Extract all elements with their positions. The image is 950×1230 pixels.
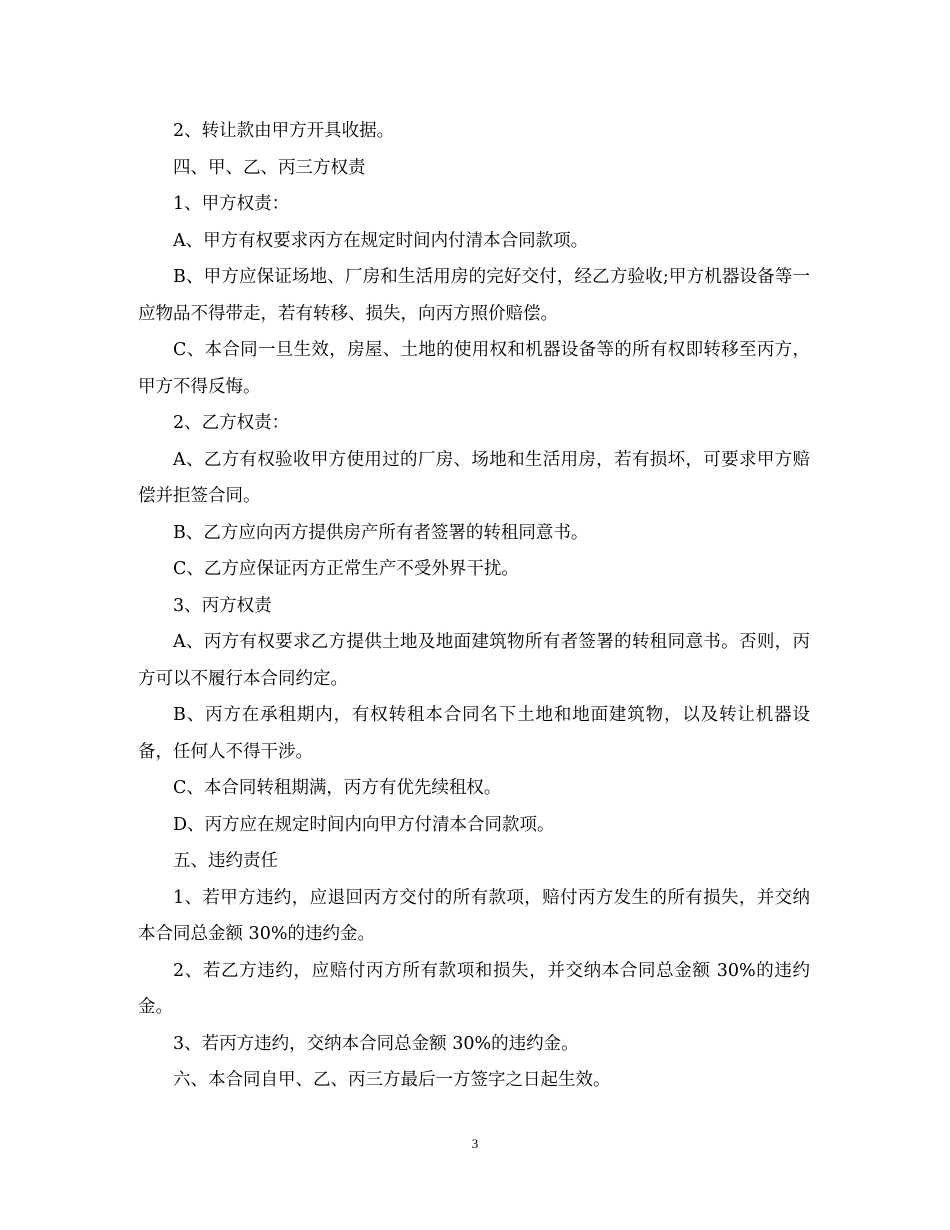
paragraph-breach-party-a: 1、若甲方违约，应退回丙方交付的所有款项，赔付丙方发生的所有损失，并交纳本合同总金额 30%的违约金。	[138, 887, 810, 944]
subheading-party-b: 2、乙方权责：	[173, 413, 290, 433]
paragraph-breach-party-b: 2、若乙方违约，应赔付丙方所有款项和损失，并交纳本合同总金额 30%的违约金。	[138, 960, 810, 1017]
paragraph-party-b-item-c: C、乙方应保证丙方正常生产不受外界干扰。	[173, 559, 519, 579]
paragraph-party-a-item-c: C、本合同一旦生效，房屋、土地的使用权和机器设备等的所有权即转移至丙方，甲方不得反悔。	[138, 340, 810, 397]
paragraph-party-a-item-a: A、甲方有权要求丙方在规定时间内付清本合同款项。	[173, 230, 589, 251]
paragraph-breach-party-c: 3、若丙方违约，交纳本合同总金额 30%的违约金。	[173, 1033, 579, 1054]
paragraph-party-c-item-d: D、丙方应在规定时间内向甲方付清本合同款项。	[173, 814, 555, 835]
section-heading-effective: 六、本合同自甲、乙、丙三方最后一方签字之日起生效。	[173, 1070, 611, 1090]
page-number: 3	[471, 1136, 479, 1151]
paragraph-party-c-item-a: A、丙方有权要求乙方提供土地及地面建筑物所有者签署的转租同意书。否则，丙方可以不履行本合同约定。	[138, 632, 810, 689]
paragraph-receipt: 2、转让款由甲方开具收据。	[173, 121, 395, 141]
paragraph-party-b-item-b: B、乙方应向丙方提供房产所有者签署的转租同意书。	[173, 522, 589, 543]
paragraph-party-b-item-a: A、乙方有权验收甲方使用过的厂房、场地和生活用房，若有损坏，可要求甲方赔偿并拒签合同。	[138, 449, 810, 506]
section-heading-rights: 四、甲、乙、丙三方权责	[173, 157, 366, 178]
paragraph-party-c-item-b: B、丙方在承租期内，有权转租本合同名下土地和地面建筑物，以及转让机器设备，任何人不得干涉。	[138, 705, 810, 762]
section-heading-breach: 五、违约责任	[173, 851, 278, 871]
subheading-party-c: 3、丙方权责	[173, 595, 272, 616]
paragraph-party-a-item-b: B、甲方应保证场地、厂房和生活用房的完好交付，经乙方验收;甲方机器设备等一应物品不得带走，若有转移、损失，向丙方照价赔偿。	[138, 267, 810, 324]
contract-body	[138, 113, 810, 1099]
subheading-party-a: 1、甲方权责：	[173, 194, 290, 214]
paragraph-party-c-item-c: C、本合同转租期满，丙方有优先续租权。	[173, 778, 502, 798]
